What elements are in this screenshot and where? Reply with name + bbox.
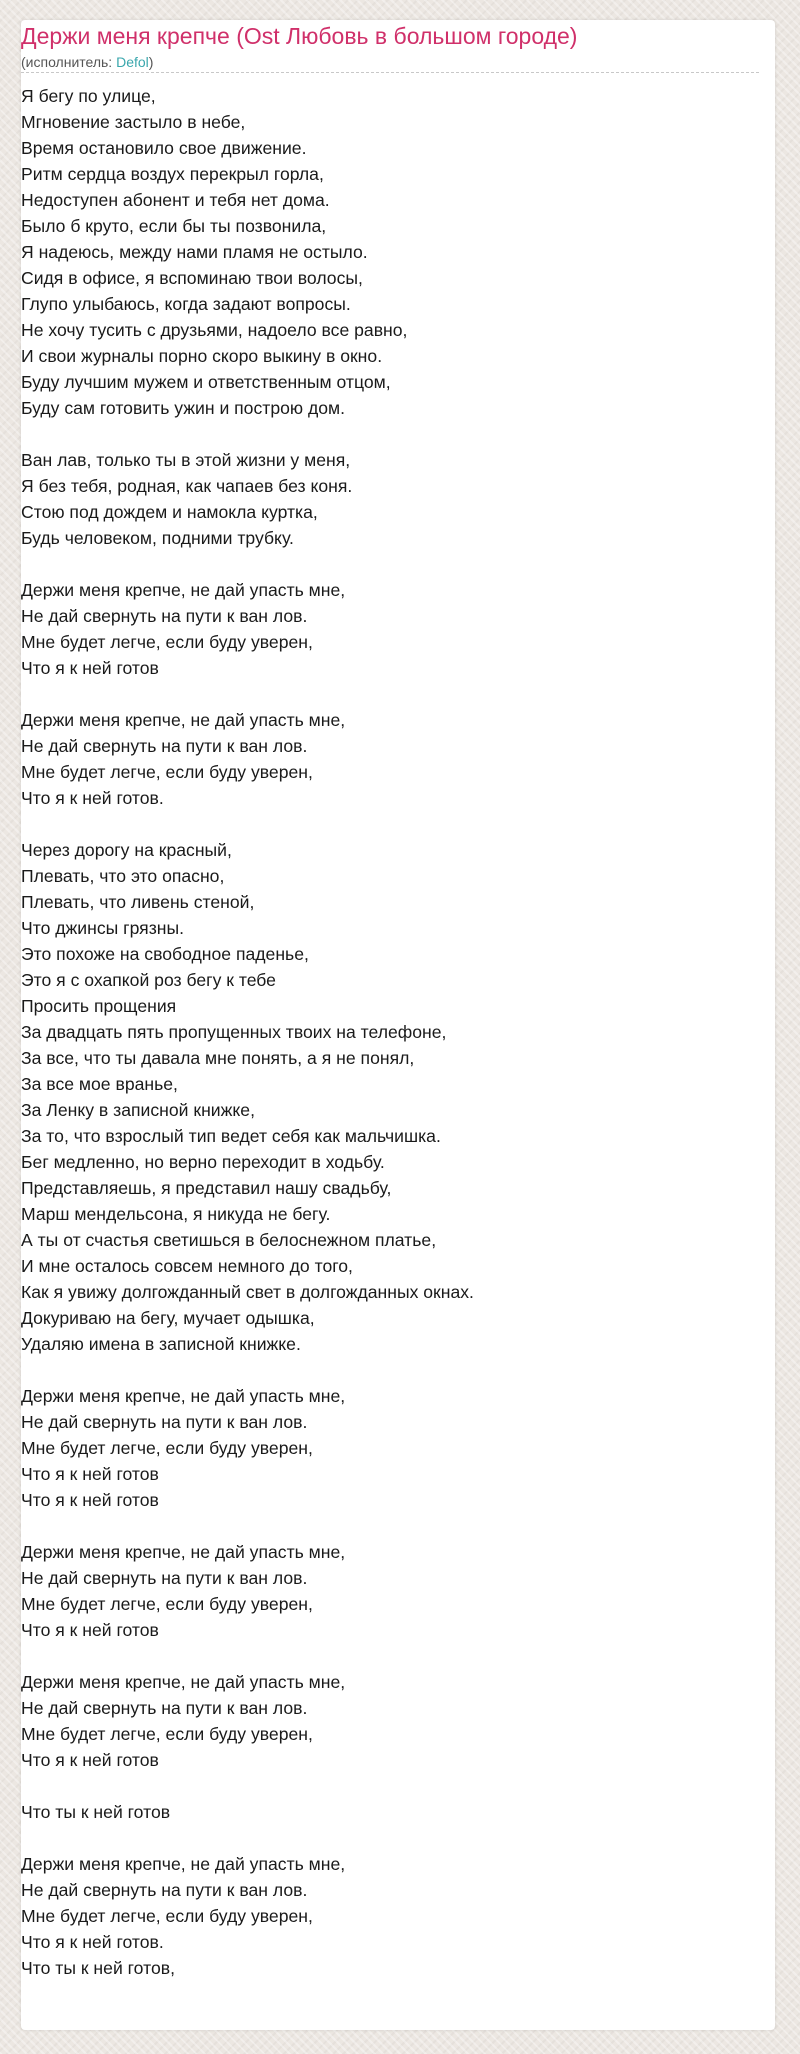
lyrics-stanza (21, 1539, 741, 1643)
lyric-line: Не дай свернуть на пути к ван лов. (21, 1412, 308, 1432)
artist-prefix: (исполнитель: (21, 54, 117, 70)
lyric-line: Что ты к ней готов, (21, 1958, 175, 1978)
lyric-line: Сидя в офисе, я вспоминаю твои волосы, (21, 268, 363, 288)
lyric-line: Мне будет легче, если буду уверен, (21, 632, 313, 652)
lyric-line: Не дай свернуть на пути к ван лов. (21, 1568, 308, 1588)
lyric-line: Не дай свернуть на пути к ван лов. (21, 736, 308, 756)
lyric-line: Я бегу по улице, (21, 86, 156, 106)
lyric-line: Мне будет легче, если буду уверен, (21, 1438, 313, 1458)
lyrics-stanza (21, 837, 741, 1357)
lyrics-stanza (21, 1851, 741, 1981)
lyric-line: За двадцать пять пропущенных твоих на телефоне, (21, 1022, 447, 1042)
lyric-line: Не хочу тусить с друзьями, надоело все равно, (21, 320, 408, 340)
header-divider (21, 72, 759, 73)
lyric-line: И мне осталось совсем немного до того, (21, 1256, 353, 1276)
lyric-line: Держи меня крепче, не дай упасть мне, (21, 1386, 346, 1406)
lyric-line: Докуриваю на бегу, мучает одышка, (21, 1308, 315, 1328)
lyric-line: Что я к ней готов. (21, 1932, 164, 1952)
lyric-line: Это похоже на свободное паденье, (21, 944, 309, 964)
lyric-line: Стою под дождем и намокла куртка, (21, 502, 318, 522)
lyric-line: Просить прощения (21, 996, 177, 1016)
lyric-line: Время остановило свое движение. (21, 138, 307, 158)
lyric-line: Ван лав, только ты в этой жизни у меня, (21, 450, 351, 470)
lyric-line: Не дай свернуть на пути к ван лов. (21, 1698, 308, 1718)
lyrics-stanza (21, 1383, 741, 1513)
lyrics-stanza (21, 707, 741, 811)
lyric-line: Будь человеком, подними трубку. (21, 528, 294, 548)
lyric-line: Что джинсы грязны. (21, 918, 185, 938)
lyric-line: Держи меня крепче, не дай упасть мне, (21, 580, 346, 600)
lyric-line: Мгновение застыло в небе, (21, 112, 246, 132)
lyric-line: За то, что взрослый тип ведет себя как мальчишка. (21, 1126, 441, 1146)
lyric-line: Это я с охапкой роз бегу к тебе (21, 970, 276, 990)
lyrics-stanza (21, 1799, 741, 1825)
lyric-line: Что я к ней готов (21, 1464, 159, 1484)
lyric-line: Держи меня крепче, не дай упасть мне, (21, 1854, 346, 1874)
lyric-line: Удаляю имена в записной книжке. (21, 1334, 301, 1354)
lyric-line: А ты от счастья светишься в белоснежном платье, (21, 1230, 437, 1250)
lyric-line: Было б круто, если бы ты позвонила, (21, 216, 327, 236)
lyrics-stanza (21, 447, 741, 551)
lyrics-body (21, 83, 741, 2007)
lyric-line: Представляешь, я представил нашу свадьбу, (21, 1178, 392, 1198)
lyric-line: Что ты к ней готов (21, 1802, 171, 1822)
lyric-line: И свои журналы порно скоро выкину в окно. (21, 346, 383, 366)
lyric-line: Мне будет легче, если буду уверен, (21, 1724, 313, 1744)
lyric-line: Что я к ней готов (21, 1750, 159, 1770)
lyric-line: Недоступен абонент и тебя нет дома. (21, 190, 330, 210)
lyric-line: Буду лучшим мужем и ответственным отцом, (21, 372, 391, 392)
lyric-line: За все, что ты давала мне понять, а я не понял, (21, 1048, 415, 1068)
lyric-line: Мне будет легче, если буду уверен, (21, 1906, 313, 1926)
lyric-line: Плевать, что ливень стеной, (21, 892, 255, 912)
lyric-line: Ритм сердца воздух перекрыл горла, (21, 164, 324, 184)
lyrics-stanza (21, 83, 741, 421)
lyric-line: Как я увижу долгожданный свет в долгожданных окнах. (21, 1282, 474, 1302)
lyric-line: Что я к ней готов (21, 658, 159, 678)
lyric-line: Держи меня крепче, не дай упасть мне, (21, 1672, 346, 1692)
page-title: Держи меня крепче (Ost Любовь в большом городе) (21, 23, 578, 49)
lyric-line: Плевать, что это опасно, (21, 866, 225, 886)
song-header (21, 22, 759, 73)
lyric-line: Бег медленно, но верно переходит в ходьбу. (21, 1152, 385, 1172)
lyric-line: Буду сам готовить ужин и построю дом. (21, 398, 346, 418)
lyric-line: Глупо улыбаюсь, когда задают вопросы. (21, 294, 351, 314)
lyrics-stanza (21, 577, 741, 681)
lyric-line: Держи меня крепче, не дай упасть мне, (21, 1542, 346, 1562)
artist-link[interactable]: Defol (116, 54, 149, 70)
lyric-line: Мне будет легче, если буду уверен, (21, 1594, 313, 1614)
lyric-line: Что я к ней готов (21, 1490, 159, 1510)
artist-line (21, 53, 759, 71)
lyric-line: Мне будет легче, если буду уверен, (21, 762, 313, 782)
lyric-line: Я без тебя, родная, как чапаев без коня. (21, 476, 353, 496)
lyric-line: Марш мендельсона, я никуда не бегу. (21, 1204, 331, 1224)
lyric-line: Что я к ней готов. (21, 788, 164, 808)
lyric-line: Не дай свернуть на пути к ван лов. (21, 1880, 308, 1900)
lyric-line: За Ленку в записной книжке, (21, 1100, 255, 1120)
lyrics-stanza (21, 1669, 741, 1773)
lyric-line: Не дай свернуть на пути к ван лов. (21, 606, 308, 626)
lyric-line: Я надеюсь, между нами пламя не остыло. (21, 242, 368, 262)
lyric-line: За все мое вранье, (21, 1074, 178, 1094)
artist-suffix: ) (148, 54, 154, 70)
lyric-line: Держи меня крепче, не дай упасть мне, (21, 710, 346, 730)
lyric-line: Что я к ней готов (21, 1620, 159, 1640)
lyric-line: Через дорогу на красный, (21, 840, 232, 860)
